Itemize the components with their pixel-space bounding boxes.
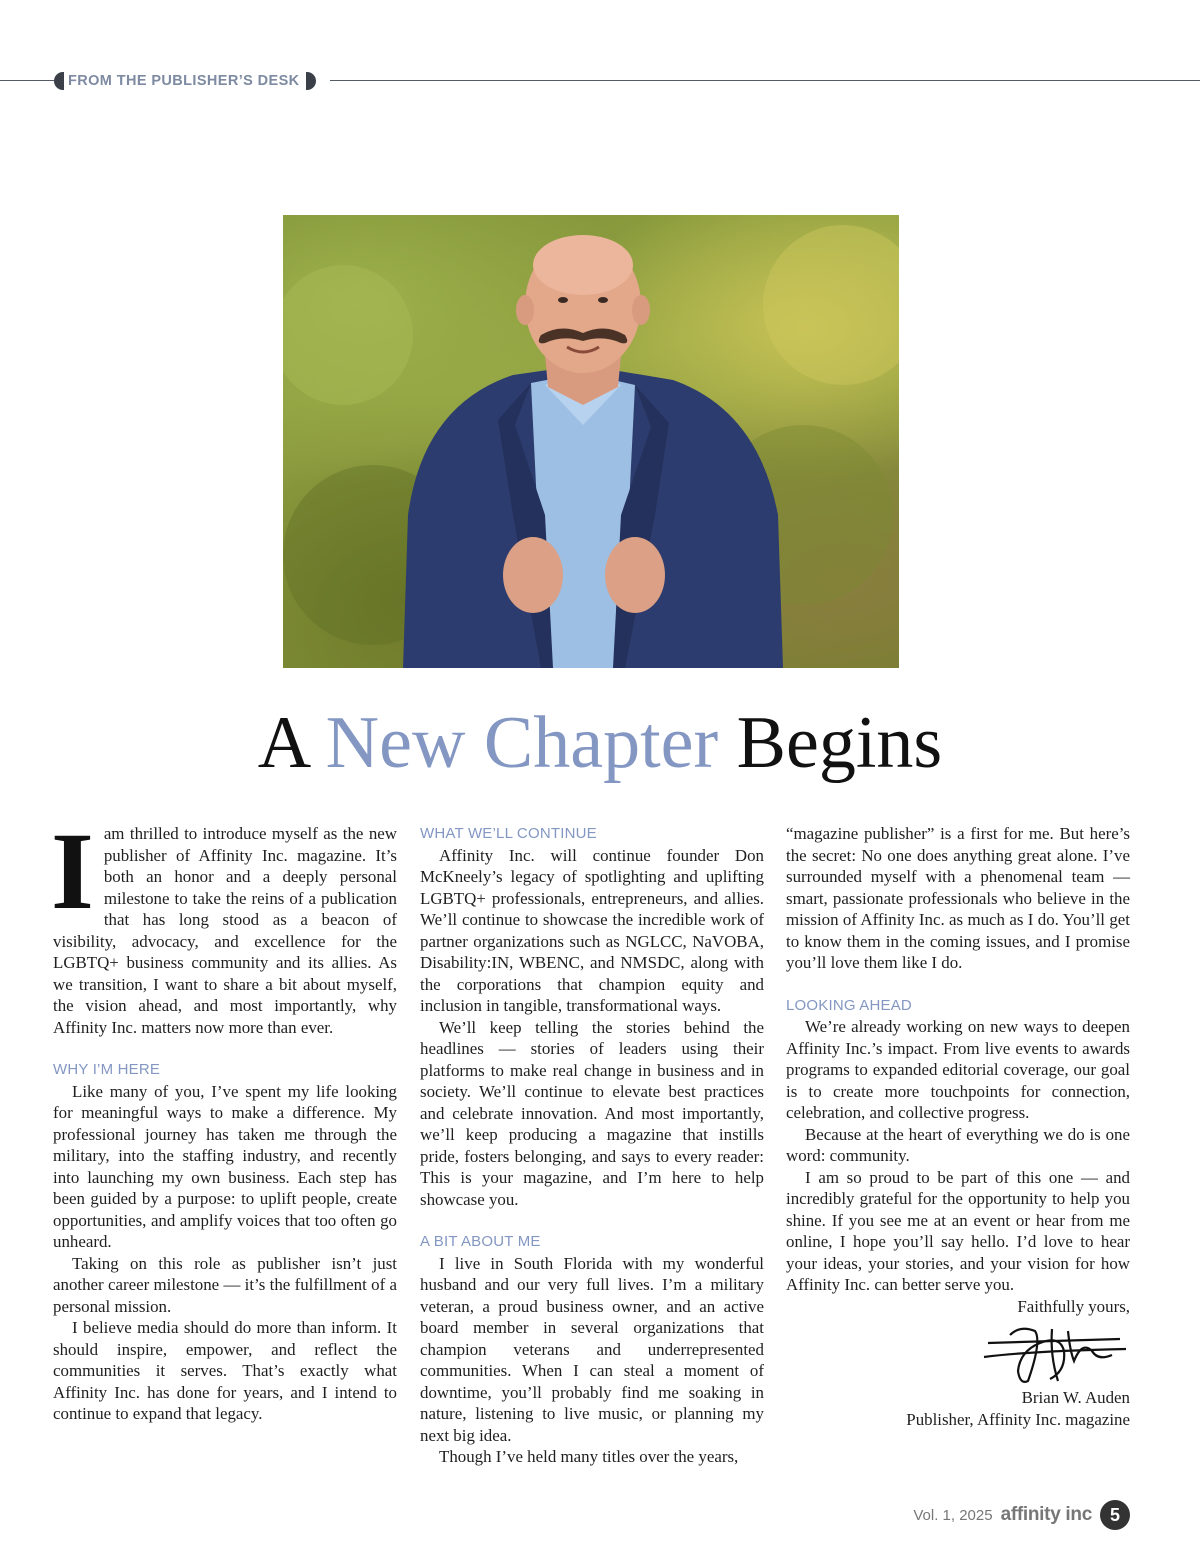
page-number-badge: 5: [1100, 1500, 1130, 1530]
article-headline: [0, 696, 1200, 790]
headline-accent: New Chapter: [325, 702, 719, 784]
kicker-cap-left: [54, 72, 64, 90]
paragraph: Taking on this role as publisher isn’t just another career milestone — it’s the fulfillment of a personal mission.: [53, 1253, 397, 1316]
publisher-photo: [283, 215, 899, 668]
subhead-a-bit-about-me: A BIT ABOUT ME: [420, 1233, 541, 1250]
kicker-cap-right: [306, 72, 316, 90]
paragraph: We’ll keep telling the stories behind the headlines — stories of leaders using their platforms to make real change in business and in society. We’ll continue to elevate best practices and celebrate innovation. And most importantly, we’ll keep producing a magazine that instills pride, fosters belonging, and says to every reader: This is your magazine, and I’m here to help showcase you.: [420, 1017, 764, 1209]
subhead-what-well-continue: WHAT WE’LL CONTINUE: [420, 825, 597, 842]
subhead-looking-ahead: LOOKING AHEAD: [786, 996, 912, 1014]
article-column-2: [420, 823, 764, 1468]
page-footer: [913, 1500, 1130, 1530]
signer-name: Brian W. Auden: [1021, 1388, 1130, 1407]
paragraph-continued: “magazine publisher” is a first for me. But here’s the secret: No one does anything great alone. I’ve surrounded myself with a phenomenal team — smart, passionate professionals who believe in the mission of Affinity Inc. as much as I do. You’ll get to know them in the coming issues, and I promise you’ll love them like I do.: [786, 824, 1130, 972]
section-kicker: [54, 70, 316, 92]
headline-word-begins: Begins: [736, 702, 943, 784]
paragraph: I am so proud to be part of this one — and incredibly grateful for the opportunity to help you shine. If you see me at an event or hear from me online, I hope you’ll say hello. I’d love to hear your ideas, your stories, and your vision for how Affinity Inc. can better serve you.: [786, 1167, 1130, 1294]
intro-paragraph: [51, 810, 397, 1038]
signer-title: Publisher, Affinity Inc. magazine: [906, 1409, 1130, 1429]
paragraph: I live in South Florida with my wonderful husband and our very full lives. I’m a military veteran, a proud business owner, and an active board member in several organizations that champion veterans and underrepresented communities. When I can steal a moment of downtime, you’ll probably find me soaking in nature, listening to live music, or planning my next big idea.: [420, 1253, 764, 1445]
closing-line: Faithfully yours,: [1017, 1296, 1130, 1316]
portrait-illustration: [283, 215, 899, 668]
paragraph: Because at the heart of everything we do is one word: community.: [786, 1124, 1130, 1165]
header-rule-right: [330, 80, 1200, 81]
drop-cap: I: [51, 810, 94, 932]
subhead-why-im-here: WHY I’M HERE: [53, 1061, 161, 1078]
intro-text: am thrilled to introduce myself as the new publisher of Affinity Inc. magazine. It’s both an honor and a deeply personal milestone to take the reins of a publication that has long stood as a beacon of visibility, advocacy, and excellence for the LGBTQ+ business community and its allies. As we transition, I want to share a bit about myself, the vision ahead, and most importantly, why Affinity Inc. matters now more than ever.: [53, 824, 397, 1037]
article-column-3: [786, 823, 1130, 1430]
article-column-1: [51, 810, 397, 1425]
kicker-label: FROM THE PUBLISHER’S DESK: [68, 73, 300, 89]
paragraph: Affinity Inc. will continue founder Don McKneely’s legacy of spotlighting and uplifting LGBTQ+ professionals, entrepreneurs, and allies. We’ll continue to showcase the incredible work of partner organizations such as NGLCC, NaVOBA, Disability:IN, WBENC, and NMSDC, along with the corporations that champion equity and inclusion in tangible, transformational ways.: [420, 845, 764, 1015]
headline-word-a: A: [257, 702, 308, 784]
header-rule-left: [0, 80, 56, 81]
volume-label: Vol. 1, 2025: [913, 1506, 993, 1524]
signature-block: [786, 1296, 1130, 1431]
brand-logo: affinity inc: [1000, 1504, 1092, 1525]
paragraph: Though I’ve held many titles over the years,: [439, 1447, 739, 1466]
paragraph: I believe media should do more than inform. It should inspire, empower, and reflect the communities it serves. That’s exactly what Affinity Inc. has done for years, and I intend to continue to expand that legacy.: [53, 1318, 397, 1423]
paragraph: Like many of you, I’ve spent my life looking for meaningful ways to make a difference. My professional journey has taken me through the military, into the staffing industry, and recently into launching my own business. Each step has been guided by a purpose: to uplift people, create opportunities, and amplify voices that too often go unheard.: [53, 1081, 397, 1251]
paragraph: We’re already working on new ways to deepen Affinity Inc.’s impact. From live events to awards programs to expanded editorial coverage, our goal is to create more touchpoints for connection, celebration, and collective progress.: [786, 1017, 1130, 1122]
handwritten-signature: [980, 1321, 1130, 1387]
